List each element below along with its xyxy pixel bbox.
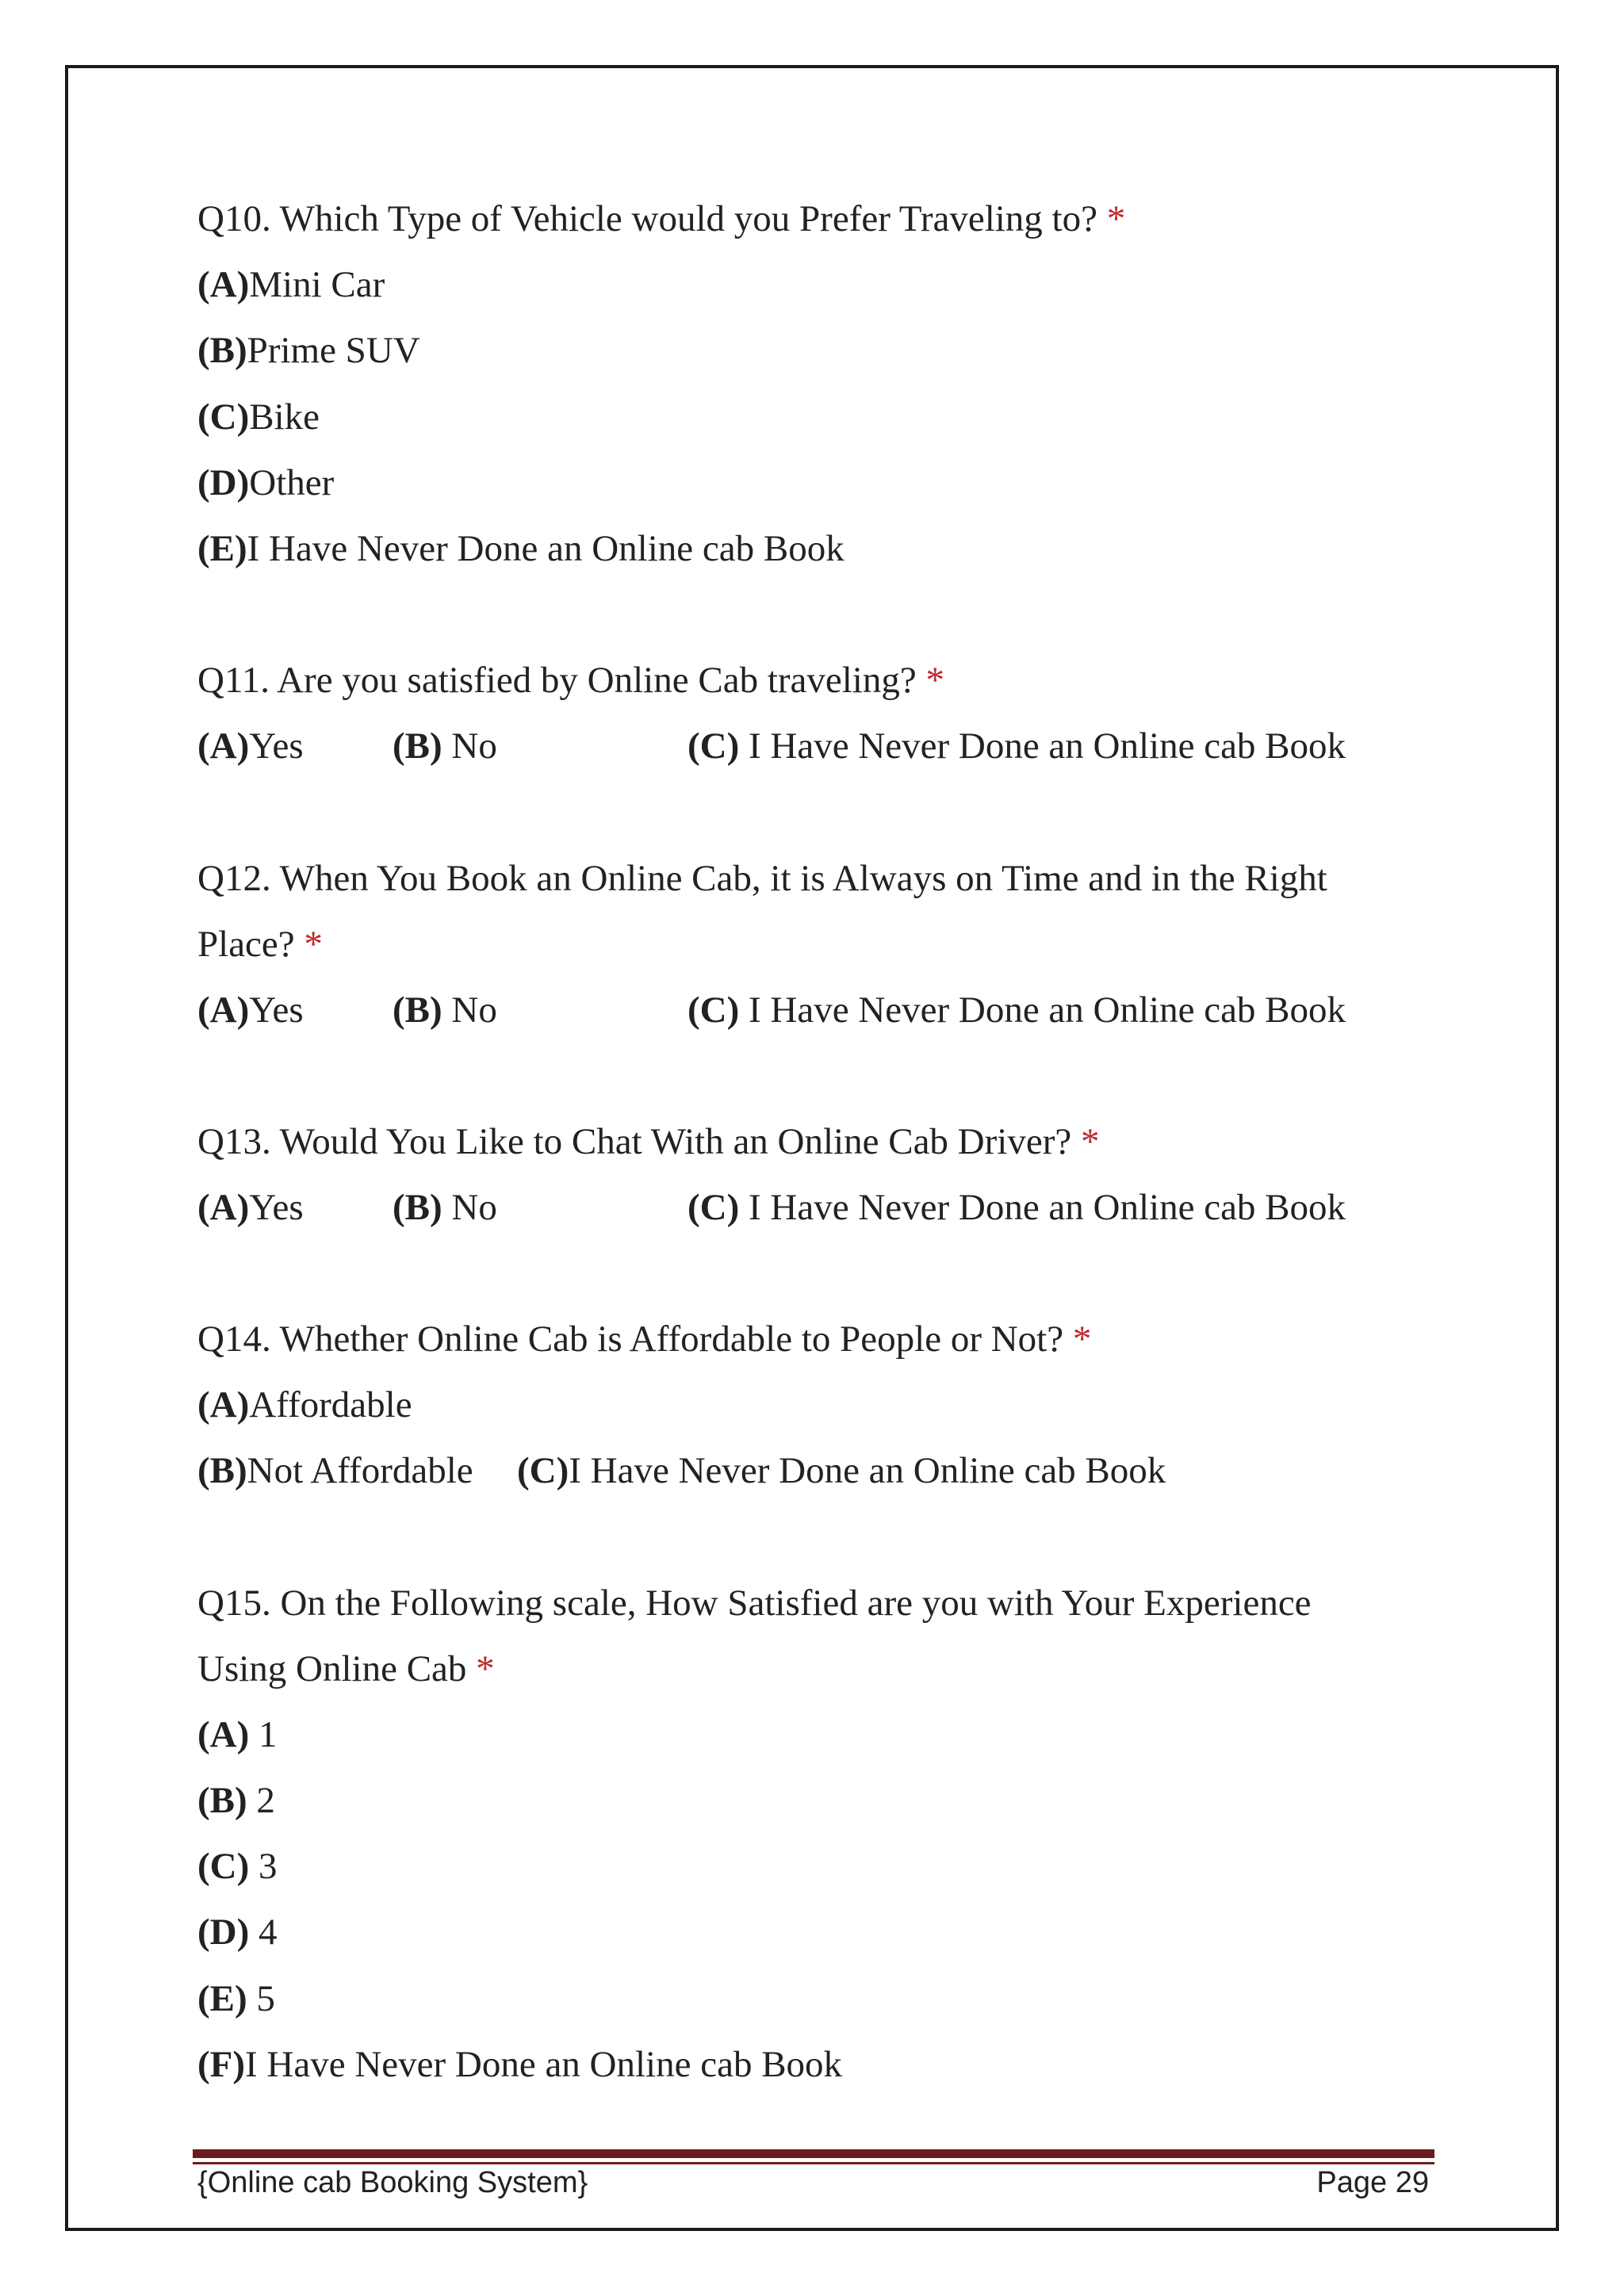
option-q15-a[interactable] <box>197 1711 278 1758</box>
option-text: I Have Never Done an Online cab Book <box>739 1187 1346 1228</box>
option-label: (D) <box>197 462 250 503</box>
question-text: Q12. When You Book an Online Cab, it is Always on Time and in the Right <box>197 858 1327 899</box>
option-q10-b[interactable] <box>197 327 420 374</box>
option-text: Yes <box>249 725 304 767</box>
option-text: Bike <box>249 396 320 438</box>
option-text: No <box>442 989 497 1031</box>
required-marker: * <box>925 660 944 701</box>
option-text: Mini Car <box>249 264 385 305</box>
option-q15-f[interactable] <box>197 2041 842 2088</box>
required-marker: * <box>304 924 323 965</box>
option-label: (B) <box>197 1450 247 1491</box>
option-label: (C) <box>197 396 250 438</box>
option-label: (A) <box>197 1187 250 1228</box>
option-q13-b[interactable] <box>393 1184 497 1231</box>
option-label: (B) <box>393 1187 442 1228</box>
required-marker: * <box>1106 198 1126 239</box>
option-text: 1 <box>249 1714 278 1755</box>
question-text: Q13. Would You Like to Chat With an Online Cab Driver? <box>197 1121 1072 1162</box>
option-label: (F) <box>197 2044 246 2085</box>
option-q10-d[interactable] <box>197 459 334 507</box>
option-text: Yes <box>249 989 304 1031</box>
option-q15-c[interactable] <box>197 1843 278 1890</box>
question-14 <box>197 1315 1091 1363</box>
page-number: Page 29 <box>1316 2166 1429 2199</box>
option-label: (A) <box>197 1714 250 1755</box>
option-text: 2 <box>247 1780 275 1821</box>
option-q10-a[interactable] <box>197 261 385 308</box>
required-marker: * <box>1080 1121 1100 1162</box>
option-label: (A) <box>197 1384 250 1425</box>
option-label: (B) <box>393 989 442 1031</box>
question-text: Place? <box>197 924 295 965</box>
option-text: No <box>442 1187 497 1228</box>
footer-title: {Online cab Booking System} <box>197 2166 588 2199</box>
option-text: 4 <box>249 1911 278 1953</box>
option-q12-c[interactable] <box>688 986 1346 1034</box>
option-q13-c[interactable] <box>688 1184 1346 1231</box>
question-15-cont <box>197 1645 495 1693</box>
option-text: 3 <box>249 1846 278 1887</box>
option-text: Other <box>249 462 335 503</box>
option-label: (E) <box>197 528 247 569</box>
option-q11-c[interactable] <box>688 722 1346 770</box>
option-label: (C) <box>197 1846 250 1887</box>
option-q13-a[interactable] <box>197 1184 304 1231</box>
option-q15-b[interactable] <box>197 1777 275 1824</box>
question-text: Q10. Which Type of Vehicle would you Prefer Traveling to? <box>197 198 1097 239</box>
question-text: Using Online Cab <box>197 1648 467 1689</box>
question-12-cont <box>197 920 323 968</box>
option-label: (A) <box>197 989 250 1031</box>
option-text: I Have Never Done an Online cab Book <box>739 989 1346 1031</box>
option-q10-e[interactable] <box>197 525 845 572</box>
footer-rule <box>193 2149 1434 2158</box>
option-label: (C) <box>688 725 740 767</box>
option-text: No <box>442 725 497 767</box>
question-15 <box>197 1579 1312 1627</box>
option-label: (E) <box>197 1978 247 2019</box>
option-text: Not Affordable <box>247 1450 473 1491</box>
option-label: (C) <box>688 989 740 1031</box>
option-q14-c[interactable] <box>517 1447 1166 1494</box>
question-text: Q11. Are you satisfied by Online Cab traveling? <box>197 660 917 701</box>
option-label: (B) <box>393 725 442 767</box>
option-text: Affordable <box>249 1384 412 1425</box>
required-marker: * <box>476 1648 495 1689</box>
option-q12-b[interactable] <box>393 986 497 1034</box>
option-q15-e[interactable] <box>197 1975 275 2022</box>
option-text: Yes <box>249 1187 304 1228</box>
option-q11-a[interactable] <box>197 722 304 770</box>
option-label: (B) <box>197 330 247 371</box>
option-q14-a[interactable] <box>197 1381 412 1429</box>
option-label: (D) <box>197 1911 250 1953</box>
option-text: I Have Never Done an Online cab Book <box>247 528 845 569</box>
option-text: 5 <box>247 1978 275 2019</box>
required-marker: * <box>1072 1318 1092 1360</box>
option-label: (A) <box>197 264 250 305</box>
option-q14-b[interactable] <box>197 1447 473 1494</box>
option-text: I Have Never Done an Online cab Book <box>739 725 1346 767</box>
question-text: Q14. Whether Online Cab is Affordable to People or Not? <box>197 1318 1064 1360</box>
question-11 <box>197 656 944 704</box>
option-label: (A) <box>197 725 250 767</box>
question-10 <box>197 195 1125 243</box>
option-q15-d[interactable] <box>197 1908 278 1956</box>
option-text: I Have Never Done an Online cab Book <box>569 1450 1166 1491</box>
option-q11-b[interactable] <box>393 722 497 770</box>
option-q12-a[interactable] <box>197 986 304 1034</box>
option-text: I Have Never Done an Online cab Book <box>245 2044 843 2085</box>
option-label: (C) <box>688 1187 740 1228</box>
option-label: (B) <box>197 1780 247 1821</box>
question-12 <box>197 855 1327 902</box>
option-text: Prime SUV <box>247 330 420 371</box>
option-label: (C) <box>517 1450 569 1491</box>
option-q10-c[interactable] <box>197 393 320 441</box>
question-13 <box>197 1118 1099 1165</box>
question-text: Q15. On the Following scale, How Satisfied are you with Your Experience <box>197 1582 1312 1624</box>
